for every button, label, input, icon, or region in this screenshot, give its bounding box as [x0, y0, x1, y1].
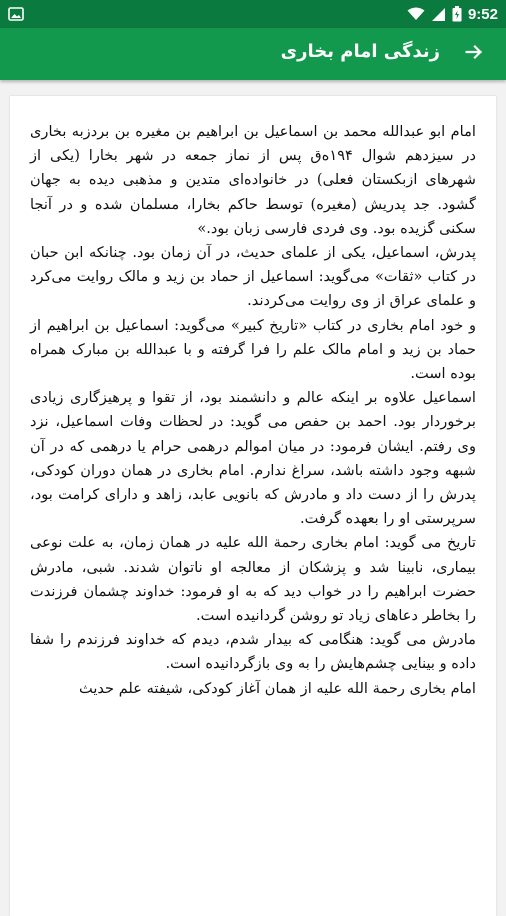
paragraph: و خود امام بخاری در کتاب «تاریخ کبیر» می‌گوید: اسماعیل بن ابراهیم از حماد بن زید و امام مالک علم را فرا گرفته و با عبدالله بن مبارک همراه بوده است. [30, 316, 476, 383]
battery-icon [452, 6, 462, 22]
paragraph: تاریخ می گوید: امام بخاری رحمة الله علیه در همان زمان، به علت نوعی بیماری، نابینا شد و پزشکان از معالجه او ناتوان شدند. شبی، مادرش حضرت ابراهیم را در خواب دید که به او فرمود: خداوند چشمان فرزندت را بخاطر دعاهای زیاد تو روشن گردانیده است. [30, 534, 476, 625]
paragraph: امام بخاری رحمة الله علیه از همان آغاز کودکی، شیفته علم حدیث [79, 679, 476, 697]
image-icon [8, 7, 24, 21]
page-title: زندگی امام بخاری [280, 41, 440, 62]
paragraph: مادرش می گوید: هنگامی که بیدار شدم، دیدم که خداوند فرزندم را شفا داده و بینایی چشم‌هایش را به وی بازگردانیده است. [30, 631, 476, 673]
paragraph: امام ابو عبدالله محمد بن اسماعیل بن ابراهیم بن مغیره بن بردزبه بخاری در سیزدهم شوال ۱۹۴ه‌ق پس از نماز جمعه در شهر بخارا (یکی از شهرهای ازبکستان فعلی) در خانواده‌ای متدین و مذهبی دیده به جهان گشود. جد پدریش (مغیره) توسط حاکم بخارا، مسلمان شده و در آنجا سکنی گزیده بود. وی فردی فارسی زبان بود.» [30, 123, 476, 237]
arrow-right-icon [463, 41, 485, 67]
signal-icon [431, 7, 446, 22]
paragraph: پدرش، اسماعیل، یکی از علمای حدیث، در آن زمان بود. چنانکه ابن حبان در کتاب «ثقات» می‌گوید: اسماعیل از حماد بن زید و مالک روایت می‌کرد و علمای عراق از وی روایت می‌کردند. [30, 244, 476, 310]
status-bar [0, 0, 506, 28]
wifi-icon [407, 7, 425, 21]
article-card [10, 96, 496, 916]
paragraph: اسماعیل علاوه بر اینکه عالم و دانشمند بود، از تقوا و پرهیزگاری زیادی برخوردار بود. احمد بن حفص می گوید: در لحظات وفات اسماعیل، نزد وی رفتم. ایشان فرمود: در میان اموالم درهمی حرام یا درهمی که در آن شبهه وجود داشته باشد، سراغ ندارم. امام بخاری در همان دوران کودکی، پدرش را از دست داد و مادرش که بانویی عابد، زاهد و دارای کرامت بود، سرپرستی او را بعهده گرفت. [30, 389, 476, 528]
app-bar [0, 28, 506, 80]
back-button[interactable] [460, 40, 488, 68]
status-time: 9:52 [467, 5, 498, 23]
article-body[interactable] [30, 120, 476, 701]
